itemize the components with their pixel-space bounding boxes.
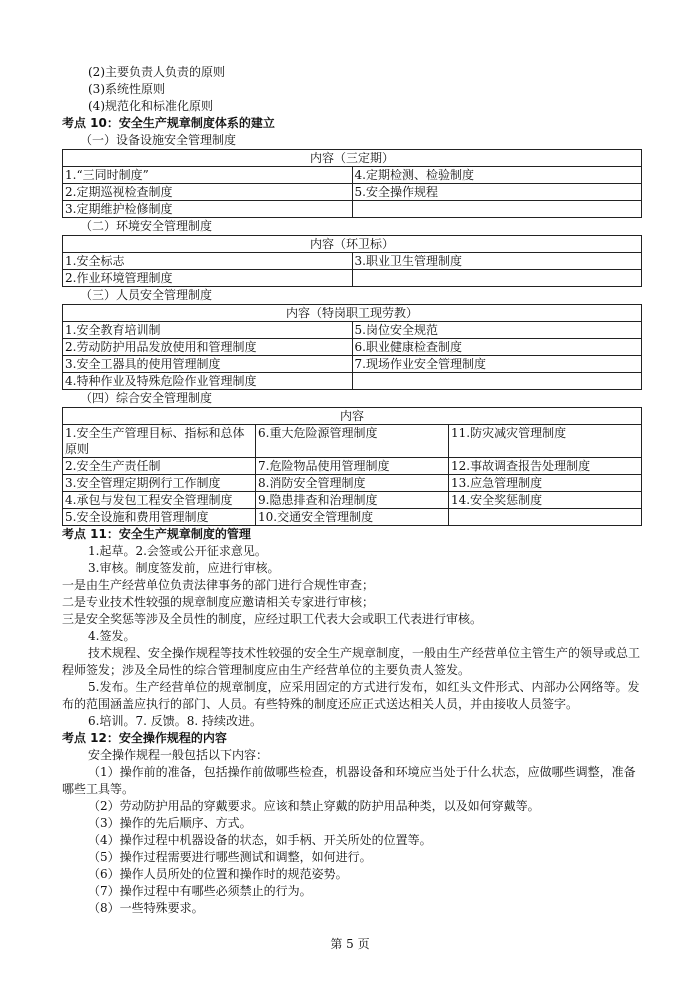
table-cell: 3.安全工器具的使用管理制度 [63, 356, 353, 373]
table-cell: 2.劳动防护用品发放使用和管理制度 [63, 339, 353, 356]
principle-line: (3)系统性原则 [88, 82, 165, 96]
table-cell [352, 201, 642, 218]
step-line: 4.签发。 [88, 629, 136, 643]
page-number: 第 5 页 [330, 937, 370, 951]
principle-line: (4)规范化和标准化原则 [88, 99, 213, 113]
table-cell: 4.定期检测、检验制度 [352, 167, 642, 184]
table-cell: 5.岗位安全规范 [352, 322, 642, 339]
table-cell: 2.作业环境管理制度 [63, 270, 353, 287]
table-cell [352, 270, 642, 287]
section-title-kp10: 考点 10：安全生产规章制度体系的建立 [62, 116, 275, 130]
intro-line: 安全操作规程一般包括以下内容： [88, 748, 269, 762]
review-line: 二是专业技术性较强的规章制度应邀请相关专家进行审核； [62, 595, 375, 609]
table-cell: 7.现场作业安全管理制度 [352, 356, 642, 373]
table-cell: 9.隐患排查和治理制度 [256, 492, 449, 509]
list-item: （1）操作前的准备，包括操作前做哪些检查，机器设备和环境应当处于什么状态，应做哪些调整，准备哪些工具等。 [62, 765, 636, 796]
step-line: 6.培训。7. 反馈。8. 持续改进。 [88, 714, 262, 728]
list-item: （6）操作人员所处的位置和操作时的规范姿势。 [88, 867, 348, 881]
table-equipment [62, 149, 642, 218]
subtitle-comprehensive: （四）综合安全管理制度 [80, 391, 213, 405]
table-cell: 5.安全操作规程 [352, 184, 642, 201]
table-cell: 13.应急管理制度 [449, 475, 642, 492]
table-cell [449, 509, 642, 526]
table-header: 内容（特岗职工现劳教） [63, 305, 642, 322]
table-cell: 4.特种作业及特殊危险作业管理制度 [63, 373, 353, 390]
table-cell: 3.定期维护检修制度 [63, 201, 353, 218]
list-item: （5）操作过程需要进行哪些测试和调整，如何进行。 [88, 850, 372, 864]
list-item: （4）操作过程中机器设备的状态，如手柄、开关所处的位置等。 [88, 833, 432, 847]
table-cell: 1.“三同时制度” [63, 167, 353, 184]
table-cell: 5.安全设施和费用管理制度 [63, 509, 256, 526]
table-cell: 1.安全标志 [63, 253, 353, 270]
table-cell: 6.职业健康检查制度 [352, 339, 642, 356]
table-cell [352, 373, 642, 390]
section-title-kp12: 考点 12：安全操作规程的内容 [62, 731, 227, 745]
table-cell: 1.安全生产管理目标、指标和总体原则 [63, 425, 256, 458]
step-line: 1.起草。2.会签或公开征求意见。 [88, 544, 267, 558]
table-cell: 3.安全管理定期例行工作制度 [63, 475, 256, 492]
list-item: （8）一些特殊要求。 [88, 901, 204, 915]
section-title-kp11: 考点 11：安全生产规章制度的管理 [62, 527, 251, 541]
document-page [62, 64, 642, 917]
table-cell: 1.安全教育培训制 [63, 322, 353, 339]
publish-paragraph: 5.发布。生产经营单位的规章制度，应采用固定的方式进行发布，如红头文件形式、内部办公网络等。发布的范围涵盖应执行的部门、人员。有些特殊的制度还应正式送达相关人员，并由接收人员签字。 [62, 680, 640, 711]
table-cell: 6.重大危险源管理制度 [256, 425, 449, 458]
review-line: 一是由生产经营单位负责法律事务的部门进行合规性审查； [62, 578, 375, 592]
subtitle-equipment: （一）设备设施安全管理制度 [80, 133, 237, 147]
sign-paragraph: 技术规程、安全操作规程等技术性较强的安全生产规章制度，一般由生产经营单位主管生产的领导或总工程师签发；涉及全局性的综合管理制度应由生产经营单位的主要负责人签发。 [62, 646, 641, 677]
table-environment [62, 235, 642, 287]
subtitle-personnel: （三）人员安全管理制度 [80, 288, 213, 302]
table-cell: 8.消防安全管理制度 [256, 475, 449, 492]
list-item: （3）操作的先后顺序、方式。 [88, 816, 252, 830]
principle-line: (2)主要负责人负责的原则 [88, 65, 225, 79]
table-cell: 12.事故调查报告处理制度 [449, 458, 642, 475]
table-cell: 2.安全生产责任制 [63, 458, 256, 475]
table-comprehensive [62, 407, 642, 526]
table-cell: 11.防灾减灾管理制度 [449, 425, 642, 458]
review-line: 三是安全奖惩等涉及全员性的制度，应经过职工代表大会或职工代表进行审核。 [62, 612, 483, 626]
table-cell: 4.承包与发包工程安全管理制度 [63, 492, 256, 509]
table-personnel [62, 304, 642, 390]
table-cell: 2.定期巡视检查制度 [63, 184, 353, 201]
table-header: 内容（三定期） [63, 150, 642, 167]
list-item: （7）操作过程中有哪些必须禁止的行为。 [88, 884, 312, 898]
table-header: 内容 [63, 408, 642, 425]
step-line: 3.审核。制度签发前，应进行审核。 [88, 561, 280, 575]
table-header: 内容（环卫标） [63, 236, 642, 253]
subtitle-environment: （二）环境安全管理制度 [80, 219, 213, 233]
table-cell: 14.安全奖惩制度 [449, 492, 642, 509]
table-cell: 7.危险物品使用管理制度 [256, 458, 449, 475]
list-item: （2）劳动防护用品的穿戴要求。应该和禁止穿戴的防护用品种类，以及如何穿戴等。 [88, 799, 540, 813]
table-cell: 3.职业卫生管理制度 [352, 253, 642, 270]
table-cell: 10.交通安全管理制度 [256, 509, 449, 526]
